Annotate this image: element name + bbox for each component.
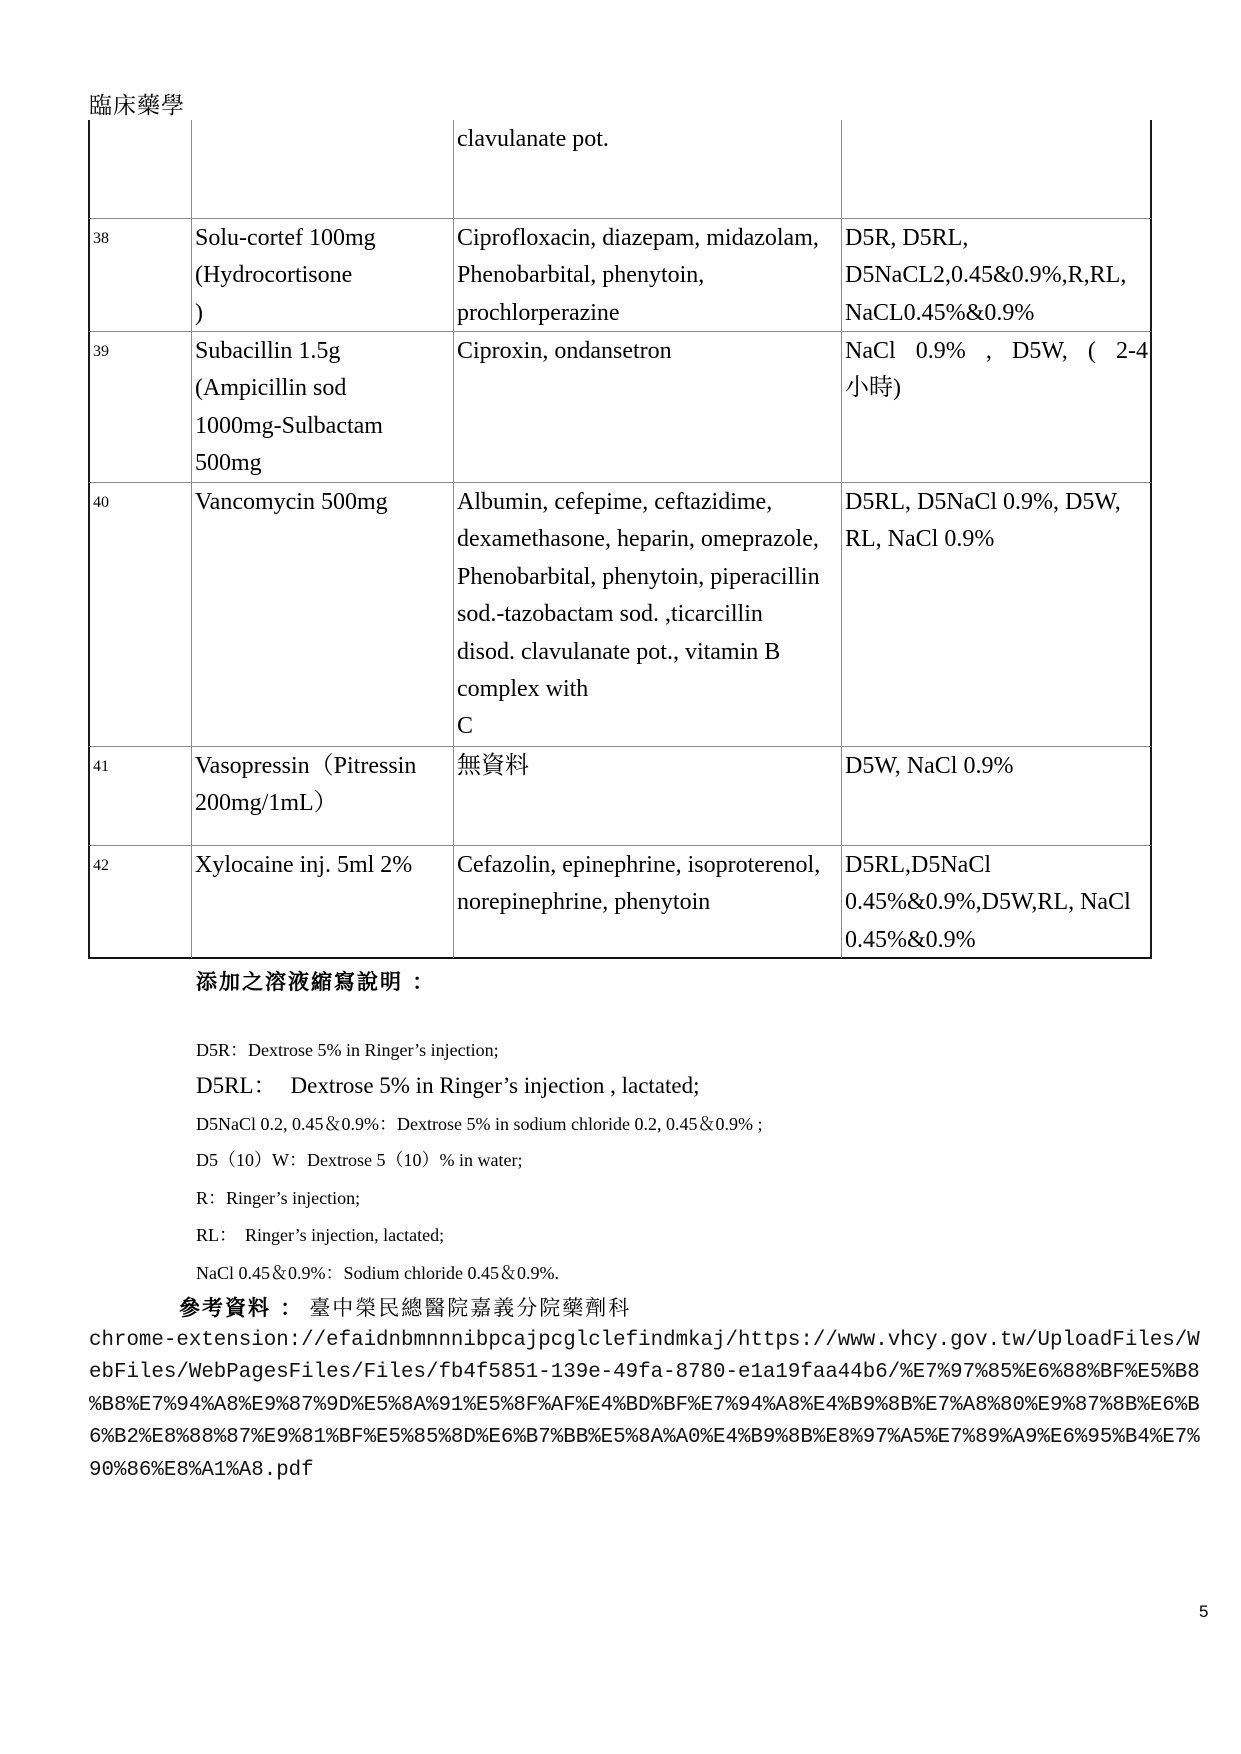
url-line: chrome-extension://efaidnbmnnnibpcajpcglclefindmkaj/https://www.vhcy.gov.tw/UploadFiles/W bbox=[89, 1329, 1200, 1352]
cell-incompatible-drugs bbox=[454, 332, 842, 483]
cell-line: Vancomycin 500mg bbox=[195, 489, 388, 515]
legend-desc: Dextrose 5（10）% in water; bbox=[307, 1150, 523, 1170]
cell-line: complex with bbox=[457, 676, 589, 703]
legend-item bbox=[196, 1220, 444, 1250]
cell-drug bbox=[192, 846, 454, 959]
legend-desc: Ringer’s injection; bbox=[226, 1188, 361, 1208]
cell-number bbox=[88, 483, 192, 747]
cell-line: NaCL0.45%&0.9% bbox=[845, 299, 1035, 326]
reference-source: 臺中榮民總醫院嘉義分院藥劑科 bbox=[309, 1296, 632, 1320]
page-number: 5 bbox=[1199, 1602, 1209, 1621]
cell-line: 0.45%&0.9% bbox=[845, 926, 976, 953]
legend-desc: Dextrose 5% in Ringer’s injection , lactated; bbox=[290, 1073, 700, 1098]
cell-line: D5W, NaCl 0.9% bbox=[845, 753, 1014, 779]
reference-label: 參考資料 ： bbox=[179, 1295, 304, 1320]
cell-compatible-solutions bbox=[842, 332, 1152, 483]
row-number: 41 bbox=[93, 758, 109, 775]
url-line: ebFiles/WebPagesFiles/Files/fb4f5851-139e-49fa-8780-e1a19faa44b6/%E7%97%85%E6%88%BF%E5%B8 bbox=[89, 1361, 1200, 1385]
cell-incompatible-drugs bbox=[454, 846, 842, 959]
legend-item bbox=[196, 1071, 700, 1101]
cell-number bbox=[88, 332, 192, 483]
legend-item bbox=[196, 1183, 360, 1213]
row-number: 39 bbox=[93, 343, 109, 360]
cell-compatible-solutions bbox=[842, 219, 1152, 332]
legend-item bbox=[196, 1258, 559, 1288]
reference-url bbox=[89, 1325, 1200, 1487]
cell-line: norepinephrine, phenytoin bbox=[457, 889, 711, 916]
cell-line: 小時) bbox=[845, 375, 901, 402]
cell-drug bbox=[192, 747, 454, 846]
cell-drug bbox=[192, 120, 454, 219]
cell-line: Subacillin 1.5g bbox=[195, 338, 341, 364]
cell-number bbox=[88, 747, 192, 846]
cell-line: sod.-tazobactam sod. ,ticarcillin bbox=[457, 601, 763, 628]
cell-line: Phenobarbital, phenytoin, piperacillin bbox=[457, 563, 820, 590]
legend-desc: Dextrose 5% in sodium chloride 0.2, 0.45＆0.9% ; bbox=[397, 1114, 763, 1134]
url-line: 6%B2%E8%88%87%E9%81%BF%E5%85%8D%E6%B7%BB%E5%8A%A0%E4%B9%8B%E8%97%A5%E7%89%A9%E6%95%B4%E7% bbox=[89, 1426, 1200, 1450]
cell-number bbox=[88, 846, 192, 959]
cell-line: C bbox=[457, 713, 474, 740]
cell-line: Phenobarbital, phenytoin, bbox=[457, 262, 705, 289]
cell-line: Solu-cortef 100mg bbox=[195, 225, 376, 251]
cell-incompatible-drugs bbox=[454, 483, 842, 747]
legend-abbr: D5NaCl 0.2, 0.45＆0.9%： bbox=[196, 1114, 397, 1134]
cell-line: D5RL,D5NaCl bbox=[845, 852, 991, 878]
url-line: 90%86%E8%A1%A8.pdf bbox=[89, 1458, 314, 1482]
cell-line: Xylocaine inj. 5ml 2% bbox=[195, 852, 413, 878]
cell-incompatible-drugs bbox=[454, 747, 842, 846]
cell-line: 500mg bbox=[195, 450, 262, 477]
legend-abbr: D5（10）W： bbox=[196, 1150, 307, 1170]
row-number: 40 bbox=[93, 494, 109, 511]
legend-item bbox=[196, 1109, 762, 1139]
cell-line: 無資料 bbox=[457, 753, 529, 779]
cell-compatible-solutions bbox=[842, 846, 1152, 959]
cell-line: prochlorperazine bbox=[457, 299, 620, 326]
legend-desc: Ringer’s injection, lactated; bbox=[245, 1225, 445, 1245]
cell-drug bbox=[192, 332, 454, 483]
legend-item bbox=[196, 1145, 522, 1175]
legend-abbr: R： bbox=[196, 1188, 227, 1208]
cell-line: RL, NaCl 0.9% bbox=[845, 526, 995, 553]
cell-line: NaCl 0.9% , D5W, ( 2-4 bbox=[845, 338, 1148, 364]
cell-compatible-solutions bbox=[842, 120, 1152, 219]
cell-line: Ciprofloxacin, diazepam, midazolam, bbox=[457, 225, 819, 251]
cell-line: 0.45%&0.9%,D5W,RL, NaCl bbox=[845, 889, 1131, 916]
cell-line: 1000mg-Sulbactam bbox=[195, 412, 383, 439]
running-header: 臨床藥學 bbox=[89, 93, 185, 119]
cell-line: 200mg/1mL） bbox=[195, 790, 338, 817]
legend-abbr: D5RL： bbox=[196, 1073, 277, 1098]
drug-compatibility-table bbox=[88, 120, 1152, 959]
legend-desc: Sodium chloride 0.45＆0.9%. bbox=[343, 1263, 559, 1283]
cell-line: D5R, D5RL, bbox=[845, 225, 969, 251]
cell-line: Cefazolin, epinephrine, isoproterenol, bbox=[457, 852, 821, 878]
cell-compatible-solutions bbox=[842, 747, 1152, 846]
row-number: 38 bbox=[93, 230, 109, 247]
cell-line: disod. clavulanate pot., vitamin B bbox=[457, 638, 781, 665]
cell-line: Vasopressin（Pitressin bbox=[195, 753, 417, 779]
legend-abbr: D5R： bbox=[196, 1040, 249, 1060]
cell-incompatible-drugs bbox=[454, 219, 842, 332]
cell-line: D5RL, D5NaCl 0.9%, D5W, bbox=[845, 489, 1121, 515]
legend-abbr: NaCl 0.45＆0.9%： bbox=[196, 1263, 344, 1283]
reference-line bbox=[179, 1293, 631, 1323]
cell-drug bbox=[192, 483, 454, 747]
cell-line: dexamethasone, heparin, omeprazole, bbox=[457, 526, 819, 553]
legend-abbr: RL： bbox=[196, 1225, 238, 1245]
cell-line: D5NaCL2,0.45&0.9%,R,RL, bbox=[845, 262, 1127, 289]
cell-line: Albumin, cefepime, ceftazidime, bbox=[457, 489, 773, 515]
legend-desc: Dextrose 5% in Ringer’s injection; bbox=[248, 1040, 499, 1060]
cell-line: ) bbox=[195, 299, 203, 326]
legend-item bbox=[196, 1035, 499, 1065]
cell-drug bbox=[192, 219, 454, 332]
cell-compatible-solutions bbox=[842, 483, 1152, 747]
url-line: %B8%E7%94%A8%E9%87%9D%E5%8A%91%E5%8F%AF%E4%BD%BF%E7%94%A8%E4%B9%8B%E7%A8%80%E9%87%8B%E6%B bbox=[89, 1393, 1200, 1417]
cell-line: (Hydrocortisone bbox=[195, 262, 353, 289]
cell-incompatible-drugs bbox=[454, 120, 842, 219]
cell-line: (Ampicillin sod bbox=[195, 375, 347, 402]
row-number: 42 bbox=[93, 857, 109, 874]
cell-line: clavulanate pot. bbox=[457, 126, 609, 152]
cell-number bbox=[88, 120, 192, 219]
legend-title: 添加之溶液縮寫說明 ： bbox=[196, 969, 436, 994]
cell-line: Ciproxin, ondansetron bbox=[457, 338, 672, 364]
cell-number bbox=[88, 219, 192, 332]
